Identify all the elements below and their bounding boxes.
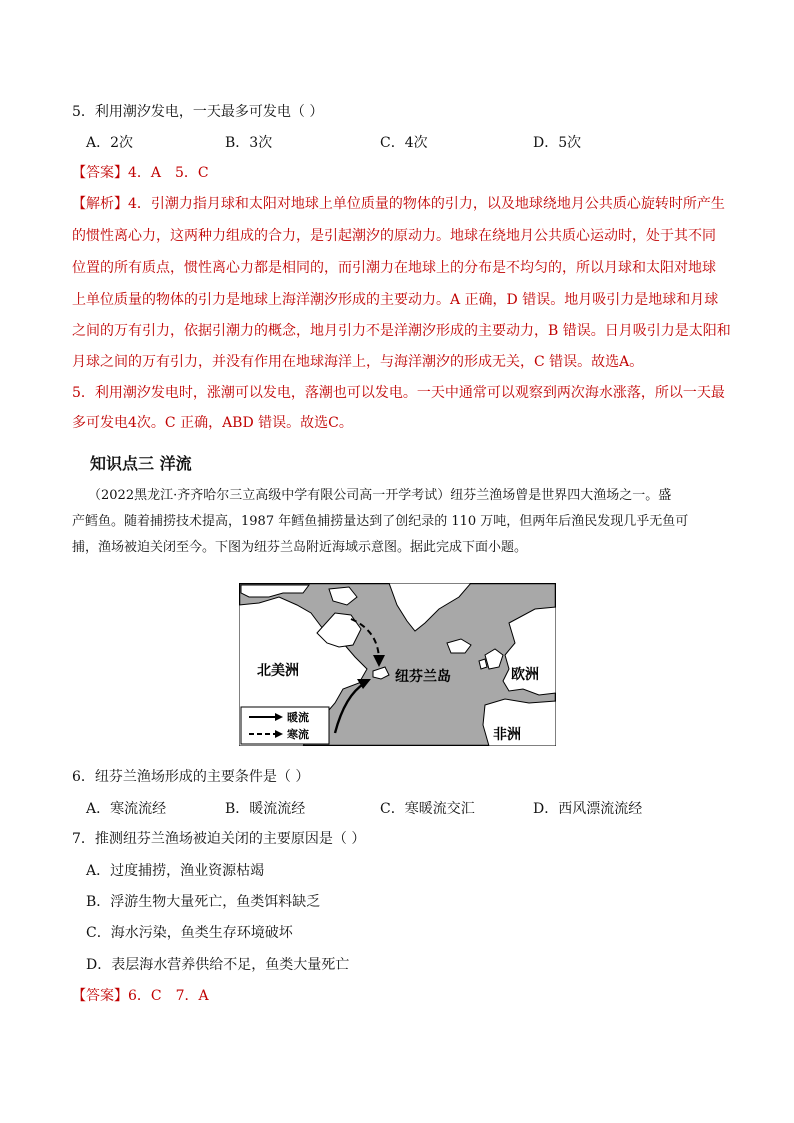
analysis-q5-line-1: 5．利用潮汐发电时，涨潮可以发电，落潮也可以发电。一天中通常可以观察到两次海水涨落，所以一天最 (72, 385, 725, 401)
q7-stem: 7．推测纽芬兰渔场被迫关闭的主要原因是（ ） (72, 831, 366, 847)
analysis-line-3: 位置的所有质点，惯性离心力都是相同的，而引潮力在地球上的分布是不均匀的，所以月球和太阳对地球 (72, 260, 716, 276)
q6-option-b: B．暖流流经 (225, 801, 306, 817)
analysis-line-6: 月球之间的万有引力，并没有作用在地球海洋上，与海洋潮汐的形成无关，C 错误。故选A。 (72, 354, 644, 370)
map-svg (239, 583, 556, 746)
newfoundland-map (239, 583, 556, 746)
section-title: 知识点三 洋流 (90, 454, 192, 473)
q7-option-c: C．海水污染，鱼类生存环境破坏 (86, 925, 293, 941)
analysis-line-5: 之间的万有引力，依据引潮力的概念，地月引力不是洋潮汐形成的主要动力，B 错误。日月吸引力是太阳和 (72, 323, 731, 339)
analysis-line-2: 的惯性离心力，这两种力组成的合力，是引起潮汐的原动力。地球在绕地月公共质心运动时，处于其不同 (72, 228, 716, 244)
passage-text-1: （2022黑龙江·齐齐哈尔三立高级中学有限公司高一开学考试）纽芬兰渔场曾是世界四大渔场之一。盛 (88, 488, 672, 503)
passage-line-2: 产鳕鱼。随着捕捞技术提高，1987 年鳕鱼捕捞量达到了创纪录的 110 万吨，但两年后渔民发现几乎无鱼可 (72, 514, 689, 529)
answer-1-text: 4．A 5．C (128, 165, 209, 181)
analysis-tag: 【解析】 (72, 196, 128, 212)
analysis-text-1: 4．引潮力指月球和太阳对地球上单位质量的物体的引力，以及地球绕地月公共质心旋转时所产生 (128, 196, 725, 212)
q5-option-d: D．5次 (533, 135, 582, 151)
q6-option-c: C．寒暖流交汇 (380, 801, 475, 817)
q5-option-c: C．4次 (380, 135, 428, 151)
q6-stem: 6．纽芬兰渔场形成的主要条件是（ ） (72, 769, 310, 785)
answer-1-tag: 【答案】 (72, 165, 128, 181)
analysis-line-4: 上单位质量的物体的引力是地球上海洋潮汐形成的主要动力。A 正确，D 错误。地月吸引力是地球和月球 (72, 292, 719, 308)
q6-options (0, 798, 794, 818)
ireland-land (479, 659, 487, 669)
q6-option-a: A．寒流流经 (86, 801, 167, 817)
analysis-q5-line-2: 多可发电4次。C 正确，ABD 错误。故选C。 (72, 415, 353, 431)
answer-2-tag: 【答案】 (72, 988, 128, 1004)
label-newfoundland: 纽芬兰岛 (395, 669, 451, 685)
analysis-line-1 (72, 194, 725, 214)
q7-option-a: A．过度捕捞，渔业资源枯竭 (86, 863, 265, 879)
q6-option-d: D．西风漂流流经 (533, 801, 643, 817)
q7-option-b: B．浮游生物大量死亡，鱼类饵料缺乏 (86, 894, 321, 910)
label-europe: 欧洲 (511, 667, 539, 683)
label-africa: 非洲 (493, 727, 521, 743)
q5-stem: 5．利用潮汐发电，一天最多可发电（ ） (72, 104, 324, 120)
answer-2 (72, 986, 209, 1006)
passage-line-3: 捕，渔场被迫关闭至今。下图为纽芬兰岛附近海域示意图。据此完成下面小题。 (72, 540, 528, 555)
q5-option-b: B．3次 (225, 135, 273, 151)
map-legend (241, 707, 329, 744)
q7-option-d: D．表层海水营养供给不足，鱼类大量死亡 (86, 957, 350, 973)
label-north-america: 北美洲 (257, 663, 299, 679)
passage-line-1 (72, 483, 732, 509)
answer-1 (72, 163, 209, 183)
q5-option-a: A．2次 (86, 135, 134, 151)
legend-warm-label: 暖流 (287, 711, 309, 724)
answer-2-text: 6．C 7．A (128, 988, 209, 1004)
passage (72, 483, 732, 561)
legend-cold-label: 寒流 (287, 728, 309, 741)
q5-options (0, 132, 794, 152)
